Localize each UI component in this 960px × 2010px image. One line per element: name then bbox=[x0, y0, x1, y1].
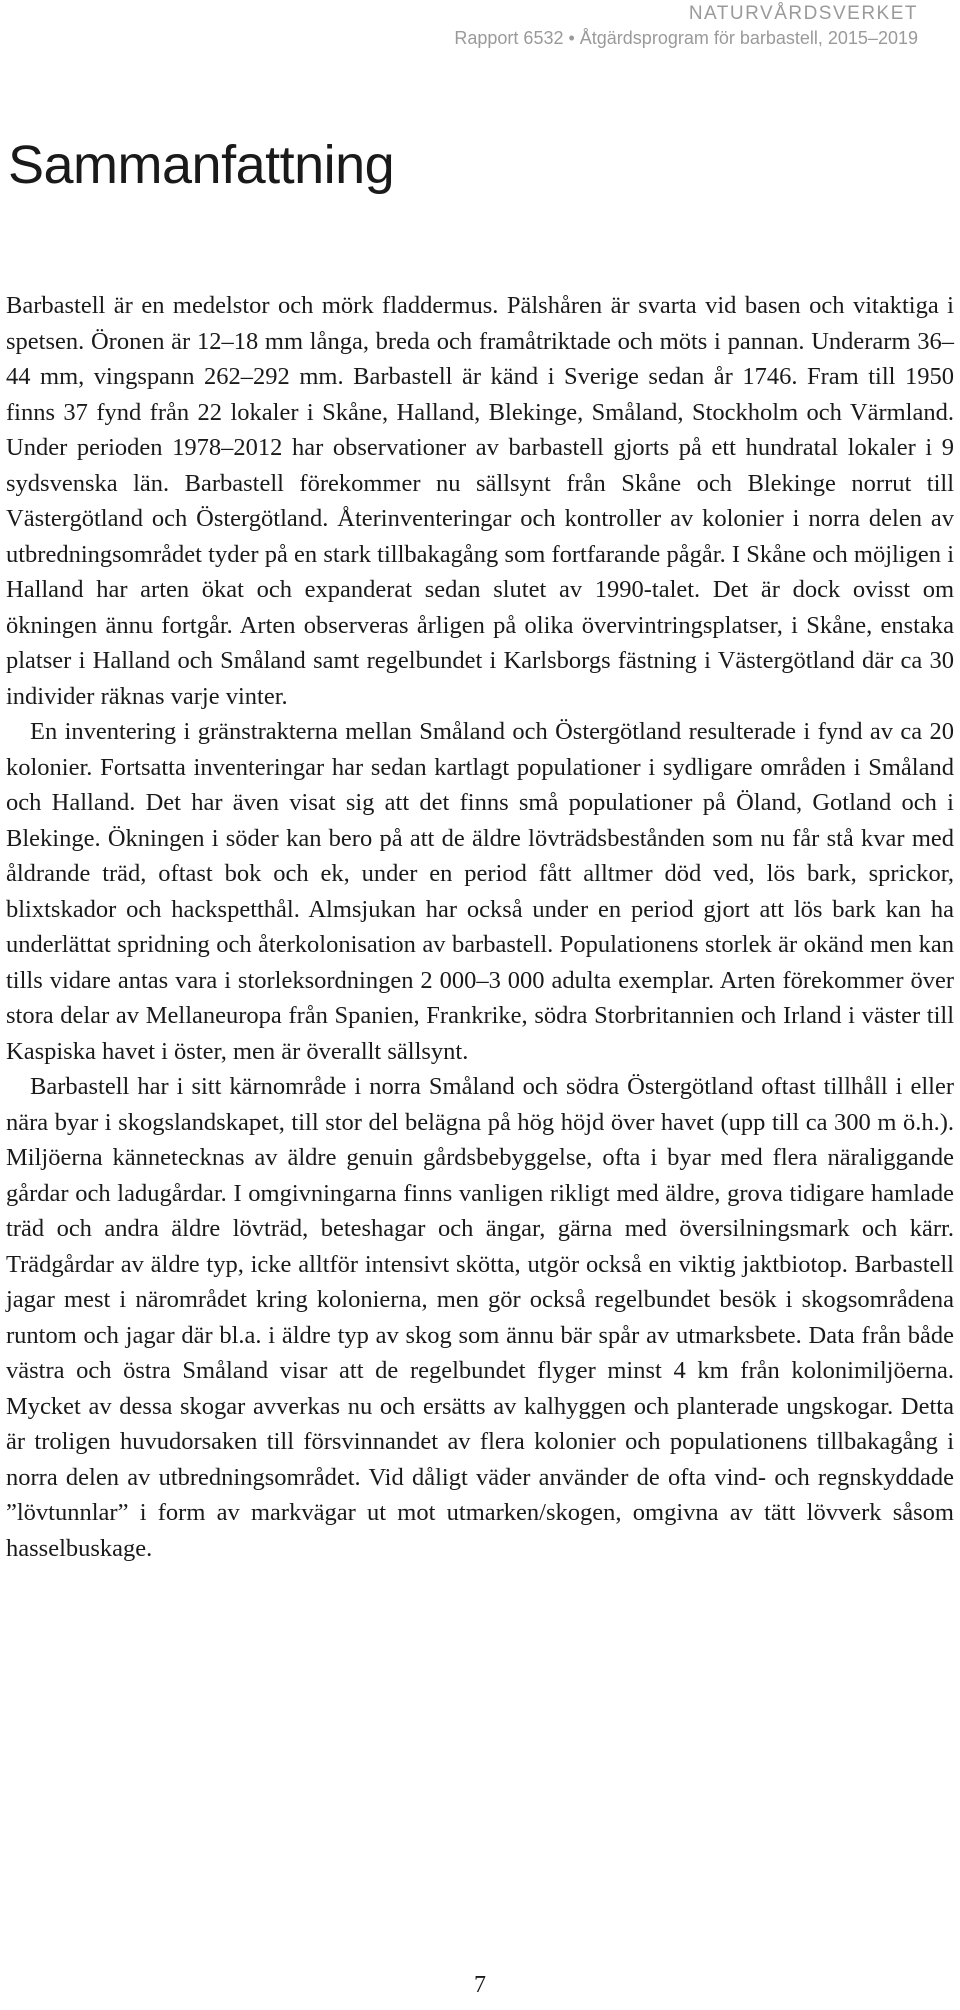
page-title: Sammanfattning bbox=[8, 135, 395, 195]
page-number: 7 bbox=[474, 1972, 486, 1998]
header-report-title: Rapport 6532 • Åtgärdsprogram för barbastell, 2015–2019 bbox=[454, 28, 918, 48]
body-text bbox=[6, 288, 954, 1566]
paragraph-3: Barbastell har i sitt kärnområde i norra Småland och södra Östergötland oftast tillhåll i eller nära byar i skogslandskapet, till stor del belägna på hög höjd över havet (upp till ca 300 m ö.h.). Miljöerna kännetecknas av äldre genuin gårdsbebyggelse, ofta i byar med flera näraliggande gårdar och ladugårdar. I omgivningarna finns vanligen rikligt med äldre, grova tidigare hamlade träd och andra äldre lövträd, beteshagar och ängar, gärna med översilningsmark och kärr. Trädgårdar av äldre typ, icke alltför intensivt skötta, utgör också en viktig jaktbiotop. Barbastell jagar mest i närområdet kring kolonierna, men gör också regelbundet besök i skogsområdena runtom och jagar där bl.a. i äldre typ av skog som ännu bär spår av utmarksbete. Data från både västra och östra Småland visar att de regelbundet flyger minst 4 km från kolonimiljöerna. Mycket av dessa skogar avverkas nu och ersätts av kalhyggen och planterade ungskogar. Detta är troligen huvudorsaken till försvinnandet av flera kolonier och populationens tillbakagång i norra delen av utbredningsområdet. Vid dåligt väder använder de ofta vind- och regnskyddade ”lövtunnlar” i form av markvägar ut mot utmarken/skogen, omgivna av tätt lövverk såsom hasselbuskage. bbox=[6, 1073, 954, 1562]
header-organization: NATURVÅRDSVERKET bbox=[688, 3, 918, 24]
running-header bbox=[454, 0, 918, 50]
paragraph-1: Barbastell är en medelstor och mörk fladdermus. Pälshåren är svarta vid basen och vitaktiga i spetsen. Öronen är 12–18 mm långa, breda och framåtriktade och möts i pannan. Underarm 36–44 mm, vingspann 262–292 mm. Barbastell är känd i Sverige sedan år 1746. Fram till 1950 finns 37 fynd från 22 lokaler i Skåne, Halland, Blekinge, Småland, Stockholm och Värmland. Under perioden 1978–2012 har observationer av barbastell gjorts på ett hundratal lokaler i 9 sydsvenska län. Barbastell förekommer nu sällsynt från Skåne och Blekinge norrut till Västergötland och Östergötland. Återinventeringar och kontroller av kolonier i norra delen av utbredningsområdet tyder på en stark tillbakagång som fortfarande pågår. I Skåne och möjligen i Halland har arten ökat och expanderat sedan slutet av 1990-talet. Det är dock ovisst om ökningen ännu fortgår. Arten observeras årligen på olika övervintringsplatser, i Skåne, enstaka platser i Halland och Småland samt regelbundet i Karlsborgs fästning i Västergötland där ca 30 individer räknas varje vinter. bbox=[6, 292, 954, 710]
paragraph-2: En inventering i gränstrakterna mellan Småland och Östergötland resulterade i fynd av ca 20 kolonier. Fortsatta inventeringar har sedan kartlagt populationer i sydligare områden i Småland och Halland. Det har även visat sig att det finns små populationer på Öland, Gotland och i Blekinge. Ökningen i söder kan bero på att de äldre lövträdsbestånden som nu får stå kvar med åldrande träd, oftast bok och ek, under en period fått alltmer död ved, lös bark, sprickor, blixtskador och hackspetthål. Almsjukan har också under en period gjort att lös bark kan ha underlättat spridning och återkolonisation av barbastell. Populationens storlek är okänd men kan tills vidare antas vara i storleksordningen 2 000–3 000 adulta exemplar. Arten förekommer över stora delar av Mellaneuropa från Spanien, Frankrike, södra Storbritannien och Irland i väster till Kaspiska havet i öster, men är överallt sällsynt. bbox=[6, 718, 954, 1065]
